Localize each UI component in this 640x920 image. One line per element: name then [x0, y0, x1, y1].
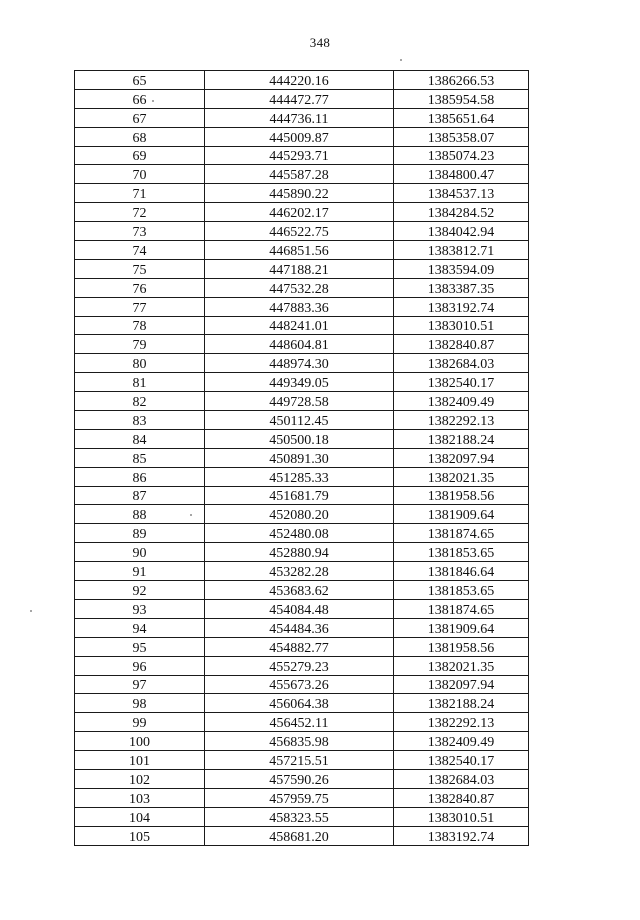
table-row	[75, 241, 529, 260]
x-coordinate-cell: 449728.58	[205, 392, 394, 411]
point-number-cell: 80	[75, 354, 205, 373]
point-number-cell: 92	[75, 581, 205, 600]
x-coordinate-cell: 457959.75	[205, 788, 394, 807]
point-number-cell: 65	[75, 71, 205, 90]
point-number-cell: 87	[75, 486, 205, 505]
x-coordinate-cell: 445587.28	[205, 165, 394, 184]
point-number-cell: 95	[75, 637, 205, 656]
point-number-cell: 67	[75, 108, 205, 127]
y-coordinate-cell: 1384800.47	[394, 165, 529, 184]
x-coordinate-cell: 455673.26	[205, 675, 394, 694]
x-coordinate-cell: 457590.26	[205, 769, 394, 788]
x-coordinate-cell: 448974.30	[205, 354, 394, 373]
scan-speck	[190, 514, 192, 516]
y-coordinate-cell: 1386266.53	[394, 71, 529, 90]
table-row	[75, 467, 529, 486]
point-number-cell: 102	[75, 769, 205, 788]
y-coordinate-cell: 1385358.07	[394, 127, 529, 146]
y-coordinate-cell: 1382409.49	[394, 732, 529, 751]
table-row	[75, 675, 529, 694]
x-coordinate-cell: 447532.28	[205, 278, 394, 297]
y-coordinate-cell: 1382840.87	[394, 788, 529, 807]
table-row	[75, 505, 529, 524]
table-row	[75, 524, 529, 543]
table-row	[75, 618, 529, 637]
table-row	[75, 335, 529, 354]
point-number-cell: 104	[75, 807, 205, 826]
x-coordinate-cell: 453282.28	[205, 562, 394, 581]
table-row	[75, 89, 529, 108]
point-number-cell: 86	[75, 467, 205, 486]
point-number-cell: 70	[75, 165, 205, 184]
table-row	[75, 448, 529, 467]
x-coordinate-cell: 458681.20	[205, 826, 394, 845]
x-coordinate-cell: 457215.51	[205, 751, 394, 770]
x-coordinate-cell: 447188.21	[205, 259, 394, 278]
y-coordinate-cell: 1381874.65	[394, 599, 529, 618]
table-row	[75, 411, 529, 430]
y-coordinate-cell: 1382540.17	[394, 373, 529, 392]
table-row	[75, 316, 529, 335]
x-coordinate-cell: 453683.62	[205, 581, 394, 600]
table-row	[75, 637, 529, 656]
y-coordinate-cell: 1382188.24	[394, 694, 529, 713]
x-coordinate-cell: 452080.20	[205, 505, 394, 524]
table-row	[75, 826, 529, 845]
point-number-cell: 100	[75, 732, 205, 751]
scan-speck	[152, 100, 154, 102]
y-coordinate-cell: 1381909.64	[394, 618, 529, 637]
point-number-cell: 69	[75, 146, 205, 165]
x-coordinate-cell: 455279.23	[205, 656, 394, 675]
y-coordinate-cell: 1382540.17	[394, 751, 529, 770]
y-coordinate-cell: 1382684.03	[394, 769, 529, 788]
x-coordinate-cell: 446851.56	[205, 241, 394, 260]
x-coordinate-cell: 454484.36	[205, 618, 394, 637]
table-row	[75, 71, 529, 90]
x-coordinate-cell: 449349.05	[205, 373, 394, 392]
x-coordinate-cell: 444220.16	[205, 71, 394, 90]
point-number-cell: 85	[75, 448, 205, 467]
point-number-cell: 98	[75, 694, 205, 713]
x-coordinate-cell: 458323.55	[205, 807, 394, 826]
point-number-cell: 89	[75, 524, 205, 543]
point-number-cell: 94	[75, 618, 205, 637]
y-coordinate-cell: 1382021.35	[394, 467, 529, 486]
y-coordinate-cell: 1382292.13	[394, 411, 529, 430]
table-row	[75, 278, 529, 297]
x-coordinate-cell: 445009.87	[205, 127, 394, 146]
table-row	[75, 373, 529, 392]
table-row	[75, 203, 529, 222]
table-row	[75, 732, 529, 751]
table-row	[75, 694, 529, 713]
y-coordinate-cell: 1382097.94	[394, 448, 529, 467]
point-number-cell: 96	[75, 656, 205, 675]
point-number-cell: 76	[75, 278, 205, 297]
y-coordinate-cell: 1382188.24	[394, 429, 529, 448]
y-coordinate-cell: 1383812.71	[394, 241, 529, 260]
table-row	[75, 656, 529, 675]
table-row	[75, 127, 529, 146]
table-row	[75, 562, 529, 581]
y-coordinate-cell: 1381874.65	[394, 524, 529, 543]
table-row	[75, 392, 529, 411]
table-row	[75, 713, 529, 732]
point-number-cell: 73	[75, 222, 205, 241]
table-row	[75, 222, 529, 241]
x-coordinate-cell: 444472.77	[205, 89, 394, 108]
table-row	[75, 788, 529, 807]
y-coordinate-cell: 1381958.56	[394, 637, 529, 656]
table-row	[75, 184, 529, 203]
point-number-cell: 78	[75, 316, 205, 335]
table-row	[75, 354, 529, 373]
point-number-cell: 72	[75, 203, 205, 222]
y-coordinate-cell: 1383010.51	[394, 316, 529, 335]
table-row	[75, 429, 529, 448]
table-row	[75, 543, 529, 562]
y-coordinate-cell: 1381853.65	[394, 581, 529, 600]
x-coordinate-cell: 446202.17	[205, 203, 394, 222]
table-row	[75, 108, 529, 127]
point-number-cell: 68	[75, 127, 205, 146]
x-coordinate-cell: 448241.01	[205, 316, 394, 335]
point-number-cell: 79	[75, 335, 205, 354]
scan-speck	[400, 59, 402, 61]
page-number: 348	[309, 35, 331, 50]
y-coordinate-cell: 1385074.23	[394, 146, 529, 165]
point-number-cell: 81	[75, 373, 205, 392]
y-coordinate-cell: 1381958.56	[394, 486, 529, 505]
x-coordinate-cell: 450891.30	[205, 448, 394, 467]
y-coordinate-cell: 1383010.51	[394, 807, 529, 826]
point-number-cell: 103	[75, 788, 205, 807]
y-coordinate-cell: 1382409.49	[394, 392, 529, 411]
x-coordinate-cell: 452880.94	[205, 543, 394, 562]
point-number-cell: 88	[75, 505, 205, 524]
point-number-cell: 82	[75, 392, 205, 411]
table-row	[75, 807, 529, 826]
x-coordinate-cell: 447883.36	[205, 297, 394, 316]
point-number-cell: 66	[75, 89, 205, 108]
point-number-cell: 93	[75, 599, 205, 618]
y-coordinate-cell: 1382840.87	[394, 335, 529, 354]
x-coordinate-cell: 451285.33	[205, 467, 394, 486]
point-number-cell: 83	[75, 411, 205, 430]
x-coordinate-cell: 444736.11	[205, 108, 394, 127]
x-coordinate-cell: 456452.11	[205, 713, 394, 732]
point-number-cell: 97	[75, 675, 205, 694]
y-coordinate-cell: 1384042.94	[394, 222, 529, 241]
table-row	[75, 259, 529, 278]
table-body	[75, 71, 529, 846]
y-coordinate-cell: 1384284.52	[394, 203, 529, 222]
table-row	[75, 297, 529, 316]
table-row	[75, 769, 529, 788]
y-coordinate-cell: 1384537.13	[394, 184, 529, 203]
x-coordinate-cell: 452480.08	[205, 524, 394, 543]
point-number-cell: 91	[75, 562, 205, 581]
x-coordinate-cell: 454882.77	[205, 637, 394, 656]
y-coordinate-cell: 1382292.13	[394, 713, 529, 732]
point-number-cell: 90	[75, 543, 205, 562]
y-coordinate-cell: 1383192.74	[394, 297, 529, 316]
table-row	[75, 581, 529, 600]
scan-speck	[30, 610, 32, 612]
y-coordinate-cell: 1382097.94	[394, 675, 529, 694]
y-coordinate-cell: 1382021.35	[394, 656, 529, 675]
x-coordinate-cell: 450500.18	[205, 429, 394, 448]
point-number-cell: 77	[75, 297, 205, 316]
table-row	[75, 599, 529, 618]
x-coordinate-cell: 456064.38	[205, 694, 394, 713]
y-coordinate-cell: 1382684.03	[394, 354, 529, 373]
x-coordinate-cell: 454084.48	[205, 599, 394, 618]
x-coordinate-cell: 445293.71	[205, 146, 394, 165]
table-row	[75, 486, 529, 505]
y-coordinate-cell: 1385651.64	[394, 108, 529, 127]
table-row	[75, 165, 529, 184]
y-coordinate-cell: 1383387.35	[394, 278, 529, 297]
y-coordinate-cell: 1385954.58	[394, 89, 529, 108]
y-coordinate-cell: 1381846.64	[394, 562, 529, 581]
y-coordinate-cell: 1381909.64	[394, 505, 529, 524]
x-coordinate-cell: 445890.22	[205, 184, 394, 203]
x-coordinate-cell: 448604.81	[205, 335, 394, 354]
x-coordinate-cell: 450112.45	[205, 411, 394, 430]
point-number-cell: 71	[75, 184, 205, 203]
y-coordinate-cell: 1381853.65	[394, 543, 529, 562]
x-coordinate-cell: 451681.79	[205, 486, 394, 505]
y-coordinate-cell: 1383594.09	[394, 259, 529, 278]
point-number-cell: 75	[75, 259, 205, 278]
table-row	[75, 751, 529, 770]
coordinates-table	[74, 70, 529, 846]
point-number-cell: 74	[75, 241, 205, 260]
point-number-cell: 105	[75, 826, 205, 845]
x-coordinate-cell: 456835.98	[205, 732, 394, 751]
point-number-cell: 99	[75, 713, 205, 732]
point-number-cell: 101	[75, 751, 205, 770]
point-number-cell: 84	[75, 429, 205, 448]
table-row	[75, 146, 529, 165]
x-coordinate-cell: 446522.75	[205, 222, 394, 241]
y-coordinate-cell: 1383192.74	[394, 826, 529, 845]
